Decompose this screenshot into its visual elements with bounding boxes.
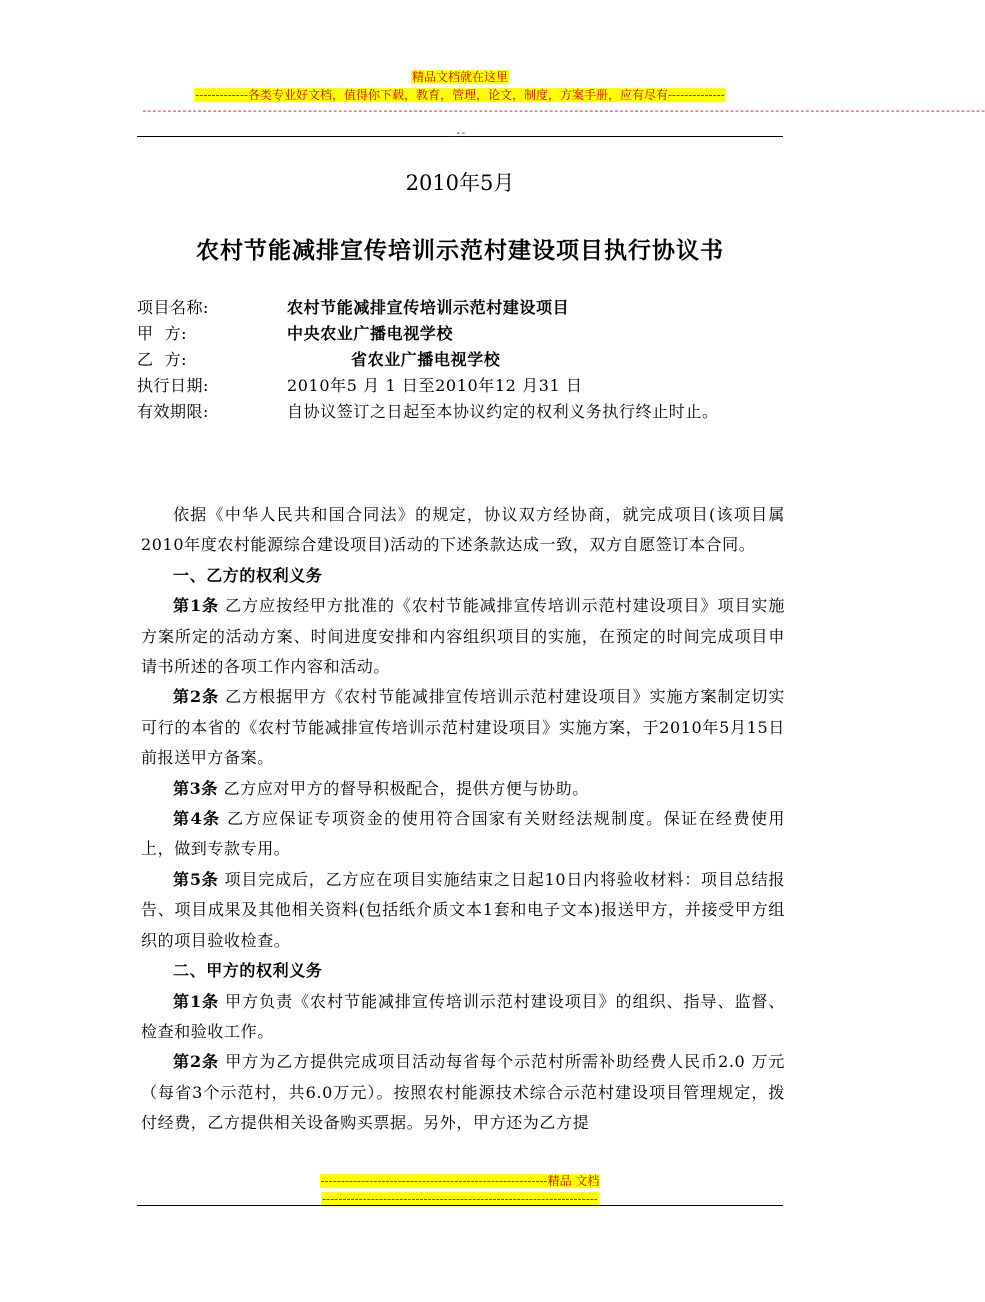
meta-row-party-a [137, 321, 797, 347]
section-heading: 二、甲方的权利义务 [173, 961, 323, 981]
article-text: 乙方根据甲方《农村节能减排宣传培训示范村建设项目》实施方案制定切实可行的本省的《农村节能减排宣传培训示范村建设项目》实施方案，于2010年5月15日前报送甲方备案。 [141, 687, 786, 768]
header-rule [137, 136, 783, 137]
article-text: 甲方负责《农村节能减排宣传培训示范村建设项目》的组织、指导、监督、检查和验收工作。 [141, 991, 786, 1041]
article-number: 第2条 [173, 1052, 220, 1072]
meta-label: 甲 方: [137, 324, 188, 343]
footer-banner [0, 1170, 920, 1189]
article-number: 第4条 [173, 809, 221, 829]
document-date: 2010年5月 [405, 171, 515, 195]
header-tagline: 精品文档就在这里 [411, 70, 508, 84]
meta-label: 乙 方: [137, 350, 188, 369]
article-text: 乙方应对甲方的督导积极配合，提供方便与协助。 [223, 778, 589, 798]
meta-row-party-b [137, 347, 797, 373]
meta-value: 农村节能减排宣传培训示范村建设项目 [287, 298, 570, 317]
meta-row-date [137, 373, 797, 399]
meta-label: 项目名称: [137, 298, 209, 317]
meta-value: 省农业广播电视学校 [351, 350, 501, 369]
meta-value: 自协议签订之日起至本协议约定的权利义务执行终止时止。 [287, 402, 719, 421]
article [141, 1047, 785, 1138]
article [141, 865, 785, 956]
header-subline [0, 84, 920, 103]
meta-value: 中央农业广播电视学校 [287, 324, 454, 343]
article [141, 804, 785, 865]
article-number: 第1条 [173, 596, 220, 616]
article [141, 774, 785, 804]
footer-dashes: -------------------------------------------------------------------- [322, 1192, 598, 1206]
footer-rule [137, 1205, 783, 1206]
article-text: 项目完成后，乙方应在项目实施结束之日起10日内将验收材料：项目总结报告、项目成果及其他相关资料(包括纸介质文本1套和电子文本)报送甲方，并接受甲方组织的项目验收检查。 [141, 869, 786, 950]
article-number: 第2条 [173, 687, 220, 707]
document-body [141, 500, 785, 1139]
article-text: 甲方为乙方提供完成项目活动每省每个示范村所需补助经费人民币2.0 万元（每省3个示范村，共6.0万元）。按照农村能源技术综合示范村建设项目管理规定，拨付经费，乙方提供相关设备购买票据。另外，甲方还为乙方提 [141, 1052, 785, 1133]
article [141, 682, 785, 773]
article-number: 第1条 [173, 991, 220, 1011]
article [141, 591, 785, 682]
meta-label: 有效期限: [137, 402, 209, 421]
article-number: 第3条 [173, 778, 218, 798]
section-heading: 一、乙方的权利义务 [173, 565, 323, 585]
header-promo: -------------各类专业好文档，值得你下载，教育，管理，论文，制度，方案手册，应有尽有-------------- [195, 88, 725, 102]
header-dashes-tail: -- [454, 126, 466, 139]
header-dashes: ------------------------------------------------------------------------------------------------------------------------------------------------------------------------ [141, 104, 985, 117]
article [141, 987, 785, 1048]
document-title: 农村节能减排宣传培训示范村建设项目执行协议书 [196, 237, 724, 264]
article-number: 第5条 [173, 869, 219, 889]
meta-row-project [137, 295, 797, 321]
header-banner [0, 66, 920, 85]
meta-value: 2010年5 月 1 日至2010年12 月31 日 [287, 376, 583, 395]
meta-label: 执行日期: [137, 376, 209, 395]
article-text: 乙方应保证专项资金的使用符合国家有关财经法规制度。保证在经费使用上，做到专款专用。 [141, 809, 786, 859]
meta-block [137, 295, 797, 425]
article-text: 乙方应按经甲方批准的《农村节能减排宣传培训示范村建设项目》项目实施方案所定的活动方案、时间进度安排和内容组织项目的实施，在预定的时间完成项目申请书所述的各项工作内容和活动。 [141, 596, 786, 677]
meta-row-validity [137, 399, 797, 425]
intro-paragraph: 依据《中华人民共和国合同法》的规定，协议双方经协商，就完成项目(该项目属2010年度农村能源综合建设项目)活动的下述条款达成一致，双方自愿签订本合同。 [141, 505, 785, 555]
footer-tagline: --------------------------------------------------------精品 文档 [320, 1174, 600, 1188]
